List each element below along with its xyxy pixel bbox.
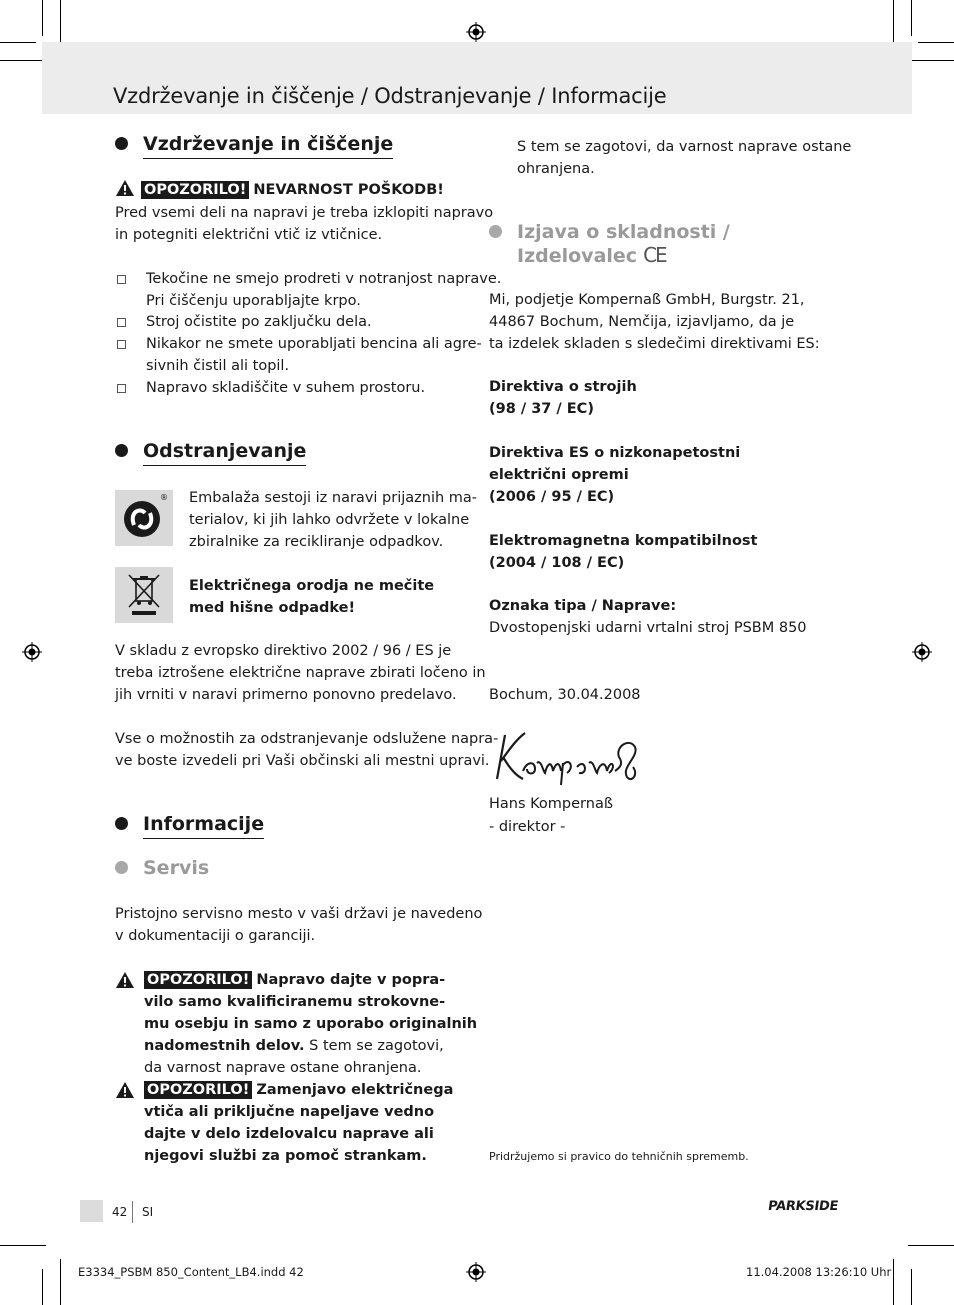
directive-text-line: treba iztrošene električne naprave zbirati ločeno in (115, 665, 486, 681)
language-code: SI (142, 1205, 154, 1219)
intro-text-line: Mi, podjetje Kompernaß GmbH, Burgstr. 21, (489, 292, 805, 308)
bullet-icon (115, 444, 128, 457)
section-heading-maintenance: Vzdrževanje in čiščenje (115, 133, 393, 155)
weee-text-line: med hišne odpadke! (189, 600, 356, 616)
crossed-bin-icon (115, 567, 173, 623)
directive-machinery: Direktiva o strojih (489, 379, 637, 395)
directive-low-voltage: Direktiva ES o nizkonapetostni (489, 445, 741, 461)
warning-service-2: OPOZORILO! Zamenjavo električnega (144, 1079, 453, 1101)
directive-emc: Elektromagnetna kompatibilnost (489, 533, 758, 549)
warning-triangle-icon (115, 1081, 135, 1099)
recycling-green-dot-icon (115, 490, 173, 546)
crop-mark (908, 1245, 954, 1246)
section-heading-disposal: Odstranjevanje (115, 440, 306, 462)
signer-name: Hans Kompernaß (489, 796, 613, 812)
crop-mark (911, 1269, 912, 1305)
directive-low-voltage-code: (2006 / 95 / EC) (489, 489, 615, 505)
warning-maintenance: OPOZORILO! NEVARNOST POŠKODB! (115, 179, 444, 201)
warning-text-line: njegovi službi za pomoč strankam. (144, 1148, 427, 1164)
timestamp: 11.04.2008 13:26:10 Uhr (746, 1265, 892, 1279)
bullet-icon (115, 817, 128, 830)
divider (132, 1201, 133, 1223)
bullet-icon (115, 861, 128, 874)
directive-text-line: jih vrniti v naravi primerno ponovno predelavo. (115, 687, 457, 703)
crop-mark (0, 60, 46, 61)
warning-text-line: in potegniti električni vtič iz vtičnice. (115, 227, 383, 243)
page-title: Vzdrževanje in čiščenje / Odstranjevanje / Informacije (113, 84, 667, 108)
section-heading-service: Servis (115, 857, 209, 879)
crop-mark (42, 1269, 43, 1305)
warning-text-line: dajte v delo izdelovalcu naprave ali (144, 1126, 434, 1142)
warning-service-1: OPOZORILO! Napravo dajte v popra- (144, 969, 445, 991)
warning-text-line: nadomestnih delov. S tem se zagotovi, (144, 1038, 444, 1054)
section-heading-info: Informacije (115, 813, 264, 835)
type-value: Dvostopenjski udarni vrtalni stroj PSBM 850 (489, 620, 807, 636)
directive-text-line: V skladu z evropsko direktivo 2002 / 96 / ES je (115, 643, 452, 659)
directive-low-voltage-line: električni opremi (489, 467, 629, 483)
crop-mark (918, 42, 954, 43)
footnote: Pridržujemo si pravico do tehničnih sprememb. (489, 1150, 749, 1163)
packaging-text-line: Embalaža sestoji iz naravi prijaznih ma- (189, 490, 478, 506)
warning-text-line: Pred vsemi deli na napravi je treba izklopiti napravo (115, 205, 494, 221)
type-label: Oznaka tipa / Naprave: (489, 598, 677, 614)
service-text-line: v dokumentaciji o garanciji. (115, 928, 316, 944)
crop-mark (911, 0, 912, 36)
warning-text-line: vtiča ali priključne napeljave vedno (144, 1104, 435, 1120)
crop-mark (893, 1259, 894, 1305)
registration-mark-icon (22, 642, 42, 662)
warning-text-line: vilo samo kvalificiranemu strokovne- (144, 994, 446, 1010)
warning-text-line: da varnost naprave ostane ohranjena. (144, 1060, 422, 1076)
packaging-text-line: zbiralnike za recikliranje odpadkov. (189, 534, 444, 550)
section-heading-manufacturer: Izdelovalec CE (517, 243, 666, 267)
warning-text-line: mu osebju in samo z uporabo originalnih (144, 1016, 478, 1032)
ce-mark-icon: CE (643, 243, 666, 267)
packaging-text-line: terialov, ki jih lahko odvržete v lokalne (189, 512, 470, 528)
intro-text-line: ta izdelek skladen s sledečimi direktivami ES: (489, 336, 820, 352)
warning-triangle-icon (115, 971, 135, 989)
bullet-icon (115, 137, 128, 150)
directive-machinery-code: (98 / 37 / EC) (489, 401, 594, 417)
bullet-icon (489, 225, 502, 238)
place-date: Bochum, 30.04.2008 (489, 687, 641, 703)
crop-mark (908, 60, 954, 61)
crop-mark (0, 42, 36, 43)
continued-text-line: S tem se zagotovi, da varnost naprave ostane (517, 139, 852, 155)
options-text-line: Vse o možnostih za odstranjevanje odslužene napra- (115, 731, 499, 747)
crop-mark (60, 1259, 61, 1305)
continued-text-line: ohranjena. (517, 161, 595, 177)
registration-mark-icon (912, 642, 932, 662)
signer-role: - direktor - (489, 819, 566, 835)
signature-icon (489, 727, 649, 787)
page-number: 42 (112, 1205, 128, 1219)
directive-emc-code: (2004 / 108 / EC) (489, 555, 625, 571)
crop-mark (60, 0, 61, 46)
weee-text-line: Električnega orodja ne mečite (189, 578, 435, 594)
crop-mark (893, 0, 894, 46)
registration-mark-icon (466, 22, 486, 42)
crop-mark (0, 1245, 46, 1246)
warning-triangle-icon (115, 179, 135, 197)
file-info: E3334_PSBM 850_Content_LB4.indd 42 (78, 1265, 304, 1279)
registered-mark: ® (160, 493, 168, 502)
brand-logo: PARKSIDE (766, 1199, 840, 1214)
options-text-line: ve boste izvedeli pri Vaši občinski ali mestni upravi. (115, 753, 490, 769)
intro-text-line: 44867 Bochum, Nemčija, izjavljamo, da je (489, 314, 795, 330)
crop-mark (42, 0, 43, 36)
service-text-line: Pristojno servisno mesto v vaši državi je navedeno (115, 906, 483, 922)
registration-mark-icon (466, 1262, 486, 1282)
page-number-box (80, 1200, 103, 1222)
section-heading-conformity: Izjava o skladnosti / (489, 221, 730, 243)
